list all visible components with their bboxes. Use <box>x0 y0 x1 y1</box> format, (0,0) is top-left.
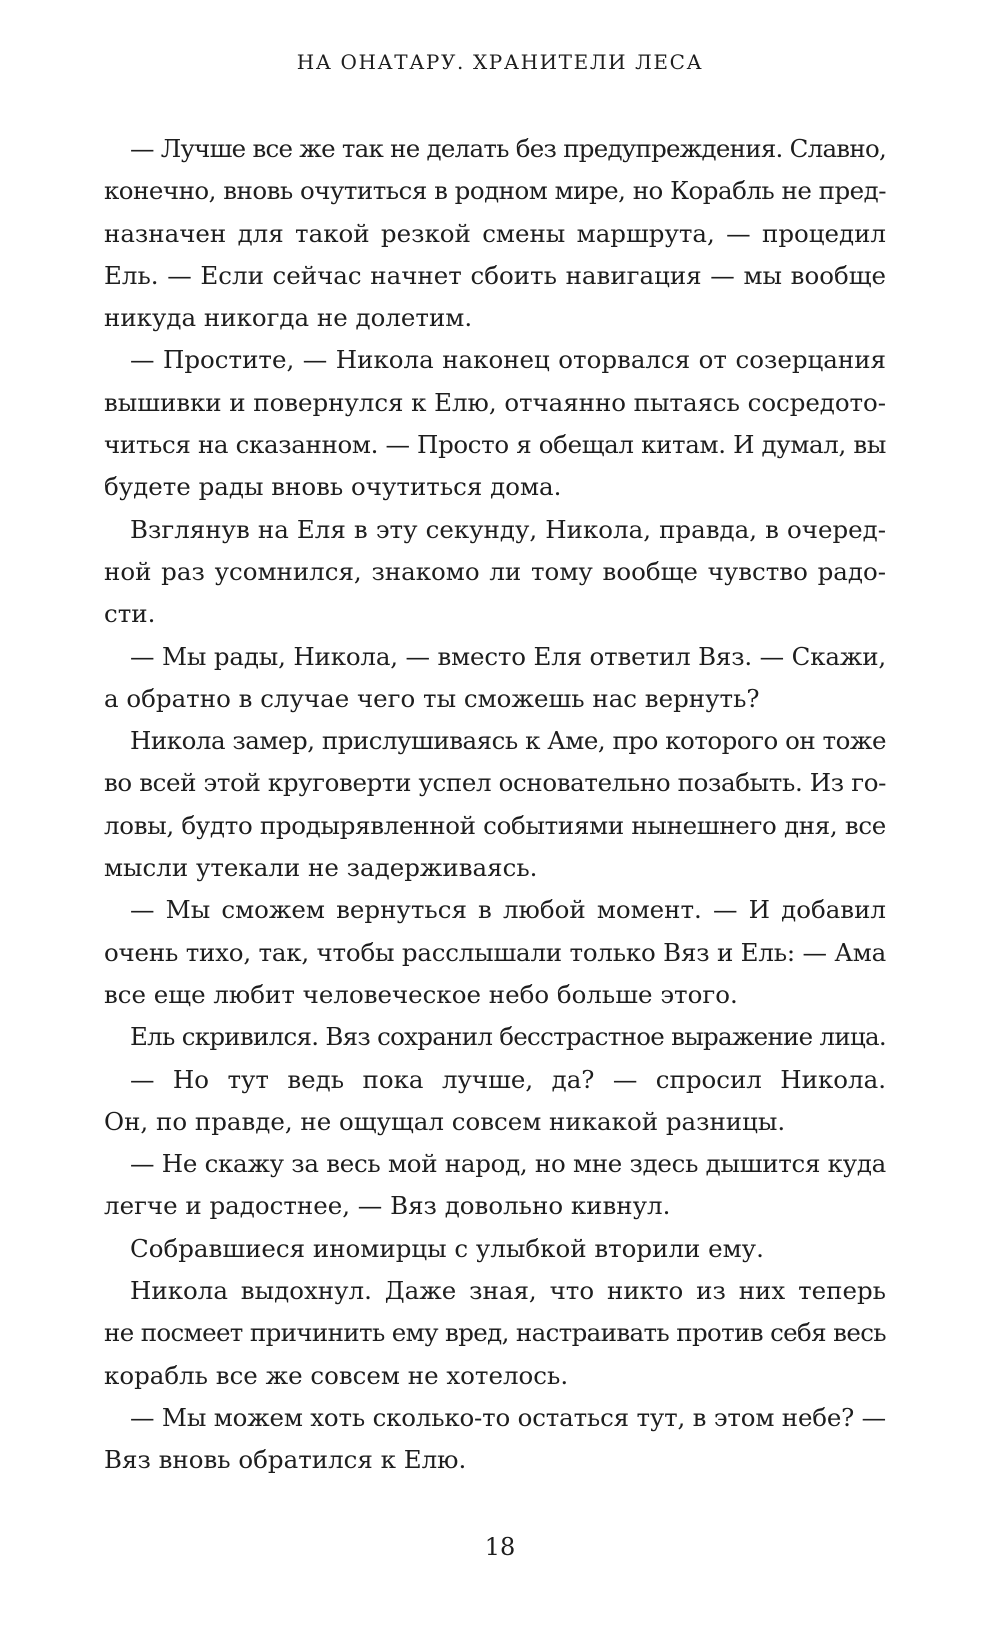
text-line: Ель. — Если сейчас начнет сбоить навигация — мы вообще <box>104 260 886 290</box>
running-head: НА ОНАТАРУ. ХРАНИТЕЛИ ЛЕСА <box>296 50 704 74</box>
text-line: не посмеет причинить ему вред, настраивать против себя весь <box>104 1318 886 1348</box>
text-line: легче и радостнее, — Вяз довольно кивнул. <box>104 1191 671 1221</box>
text-line: никуда никогда не долетим. <box>104 303 473 333</box>
text-line: корабль все же совсем не хотелось. <box>104 1360 569 1390</box>
text-line: Никола замер, прислушиваясь к Аме, про которого он тоже <box>130 726 886 756</box>
body-text <box>104 128 886 1482</box>
text-line: — Мы можем хоть сколько-то остаться тут, в этом небе? — <box>130 1402 886 1432</box>
text-line: — Простите, — Никола наконец оторвался от созерцания <box>130 345 886 375</box>
text-line: — Не скажу за весь мой народ, но мне здесь дышится куда <box>130 1149 886 1179</box>
text-line: — Лучше все же так не делать без предупреждения. Славно, <box>130 134 886 163</box>
text-line: все еще любит человеческое небо больше этого. <box>104 979 738 1009</box>
text-line: назначен для такой резкой смены маршрута, — процедил <box>104 218 886 248</box>
text-line: Он, по правде, не ощущал совсем никакой разницы. <box>104 1106 786 1136</box>
text-line: Взглянув на Еля в эту секунду, Никола, правда, в очеред- <box>130 514 886 544</box>
text-line: читься на сказанном. — Просто я обещал китам. И думал, вы <box>104 430 886 460</box>
text-line: Ель скривился. Вяз сохранил бесстрастное выражение лица. <box>130 1022 886 1052</box>
text-line: а обратно в случае чего ты сможешь нас вернуть? <box>104 683 760 713</box>
text-line: Никола выдохнул. Даже зная, что никто из них теперь <box>130 1276 886 1306</box>
text-line: во всей этой круговерти успел основательно позабыть. Из го- <box>104 768 886 798</box>
text-line: сти. <box>104 599 156 629</box>
text-line: Вяз вновь обратился к Елю. <box>104 1445 467 1475</box>
text-line: мысли утекали не задерживаясь. <box>104 853 538 883</box>
text-line: — Мы рады, Никола, — вместо Еля ответил Вяз. — Скажи, <box>130 641 886 671</box>
text-line: ной раз усомнился, знакомо ли тому вообще чувство радо- <box>104 556 886 586</box>
text-line: будете рады вновь очутиться дома. <box>104 472 562 502</box>
text-line: очень тихо, так, чтобы расслышали только Вяз и Ель: — Ама <box>104 937 886 967</box>
text-line: — Мы сможем вернуться в любой момент. — И добавил <box>130 895 886 925</box>
text-line: конечно, вновь очутиться в родном мире, но Корабль не пред- <box>104 176 886 206</box>
text-line: Собравшиеся иномирцы с улыбкой вторили ему. <box>130 1233 764 1263</box>
text-line: вышивки и повернулся к Елю, отчаянно пытаясь сосредото- <box>104 387 886 417</box>
text-line: ловы, будто продырявленной событиями нынешнего дня, все <box>104 810 886 840</box>
text-line: — Но тут ведь пока лучше, да? — спросил Никола. <box>130 1064 886 1094</box>
page-number: 18 <box>484 1533 516 1561</box>
